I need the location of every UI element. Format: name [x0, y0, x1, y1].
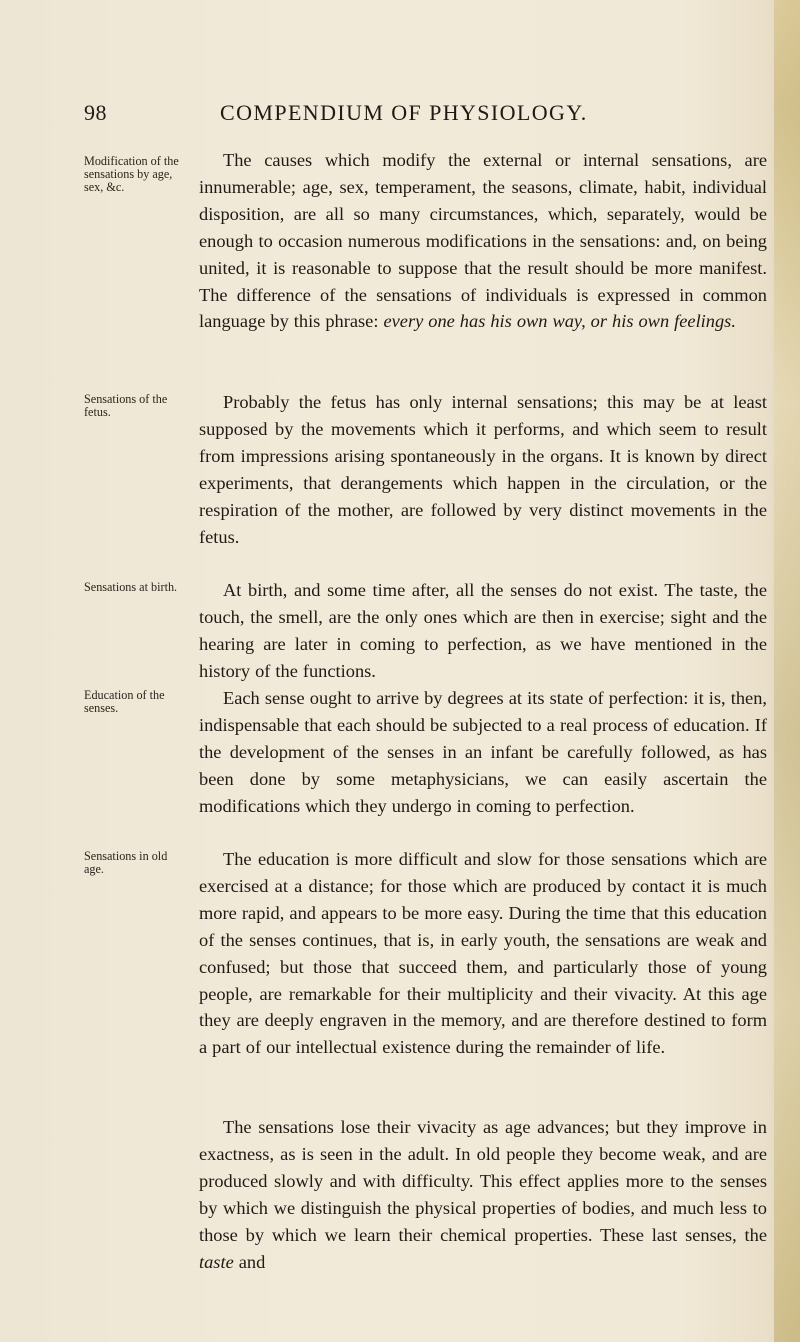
sidenote: Sensations in old age. — [84, 849, 168, 876]
italic-word: taste — [199, 1251, 234, 1272]
italic-phrase: every one has his own way, or his own feelings. — [383, 311, 736, 332]
sidenote: Education of the senses. — [84, 688, 165, 715]
paragraph — [199, 685, 767, 820]
paragraph-text: At birth, and some time after, all the senses do not exist. The taste, the touch, the smell, are the only ones which are then in exercise; sight and the hearing are later in coming to perfection, as we have mentioned in the history of the functions. — [199, 580, 767, 681]
paragraph-text: Probably the fetus has only internal sensations; this may be at least supposed by the movements which it performs, and which seem to result from impressions arising spontaneously in the organs. It is known by direct experiments, that derangements which happen in the circulation, or the respiration of the mother, are followed by very distinct movements in the fetus. — [199, 392, 767, 547]
page-edge-stain — [774, 0, 800, 1342]
paragraph — [199, 1114, 767, 1275]
paragraph — [199, 147, 767, 335]
paragraph — [199, 389, 767, 550]
sidenote: Modification of the sensations by age, sex, &c. — [84, 154, 179, 194]
paragraph-text: The causes which modify the external or internal sensations, are innumerable; age, sex, temperament, the seasons, climate, habit, individual disposition, are all so many circumstances, which, separately, would be enough to occasion numerous modifications in the sensations: and, on being united, it is reasonable to suppose that the result should be more manifest. The difference of the sensations of individuals is expressed in common language by this phrase: — [199, 150, 767, 332]
paragraph-text: The education is more difficult and slow for those sensations which are exercised at a distance; for those which are produced by contact it is much more rapid, and appears to be more easy. During the time that this education of the senses continues, that is, in early youth, the sensations are weak and confused; but those that succeed them, and particularly those of young people, are remarkable for their multiplicity and their vivacity. At this age they are deeply engraven in the memory, and are therefore destined to form a part of our intellectual existence during the remainder of life. — [199, 849, 767, 1058]
sidenote: Sensations at birth. — [84, 580, 178, 594]
page-header — [0, 100, 800, 130]
running-title: COMPENDIUM OF PHYSIOLOGY. — [220, 100, 588, 125]
paragraph — [199, 577, 767, 685]
sidenote: Sensations of the fetus. — [84, 392, 168, 419]
paragraph — [199, 846, 767, 1061]
paragraph-text: The sensations lose their vivacity as age advances; but they improve in exactness, as is seen in the adult. In old people they become weak, and are produced slowly and with difficulty. This effect applies more to the senses by which we distinguish the physical properties of bodies, and much less to those by which we learn their chemical properties. These last senses, the — [199, 1117, 767, 1245]
page-number: 98 — [84, 100, 107, 125]
paragraph-text-tail: and — [233, 1251, 266, 1272]
paragraph-text: Each sense ought to arrive by degrees at its state of perfection: it is, then, indispensable that each should be subjected to a real process of education. If the development of the senses in an infant be carefully followed, as has been done by some metaphysicians, we can easily ascertain the modifications which they undergo in coming to perfection. — [199, 688, 767, 816]
